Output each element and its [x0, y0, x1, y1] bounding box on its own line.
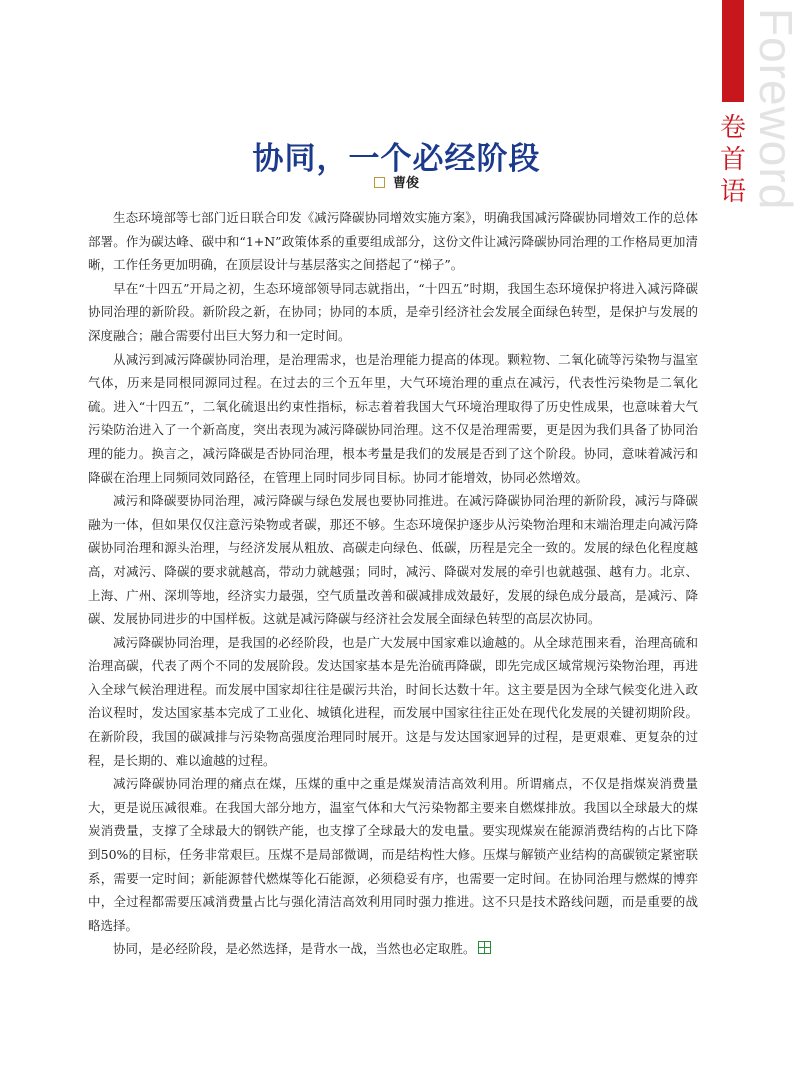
square-bullet-icon: [374, 177, 385, 188]
author-name: 曹俊: [392, 176, 419, 191]
article-body: [88, 206, 698, 961]
end-of-article-icon: [478, 941, 491, 954]
section-label-char: 语: [719, 177, 746, 207]
paragraph: 从减污到减污降碳协同治理，是治理需求，也是治理能力提高的体现。颗粒物、二氧化硫等污染物与温室气体，历来是同根同源同过程。在过去的三个五年里，大气环境治理的重点在减污，代表性污染物是二氧化硫。进入“十四五”，二氧化硫退出约束性指标，标志着着我国大气环境治理取得了历史性成果，也意味着大气污染防治进入了一个新高度，突出表现为减污降碳协同治理。这不仅是治理需要，更是因为我们具备了协同治理的能力。换言之，减污降碳是否协同治理，根本考量是我们的发展是否到了这个阶段。协同，意味着减污和降碳在治理上同频同效同路径，在管理上同时同步同目标。协同才能增效，协同必然增效。: [88, 351, 698, 485]
paragraph: 早在“十四五”开局之初，生态环境部领导同志就指出，“十四五”时期，我国生态环境保护将进入减污降碳协同治理的新阶段。新阶段之新，在协同；协同的本质，是牵引经济社会发展全面绿色转型，是保护与发展的深度融合；融合需要付出巨大努力和一定时间。: [88, 280, 698, 343]
paragraph: 减污降碳协同治理的痛点在煤，压煤的重中之重是煤炭清洁高效利用。所谓痛点，不仅是指煤炭消费量大，更是说压减很难。在我国大部分地方，温室气体和大气污染物都主要来自燃煤排放。我国以全球最大的煤炭消费量，支撑了全球最大的钢铁产能，也支撑了全球最大的发电量。要实现煤炭在能源消费结构的占比下降到50%的目标，任务非常艰巨。压煤不是局部微调，而是结构性大修。压煤与解锁产业结构的高碳锁定紧密联系，需要一定时间；新能源替代燃煤等化石能源，必须稳妥有序，也需要一定时间。在协同治理与燃煤的博弈中，全过程都需要压减消费量占比与强化清洁高效利用同时强力推进。这不只是技术路线问题，而是重要的战略选择。: [88, 776, 698, 933]
closing-sentence: 协同，是必经阶段，是必然选择，是背水一战，当然也必定取胜。: [113, 941, 476, 957]
section-accent-bar: [722, 0, 744, 102]
section-label-char: 首: [719, 145, 746, 175]
article-title: 协同，一个必经阶段: [252, 140, 541, 177]
paragraph: 减污和降碳要协同治理，减污降碳与绿色发展也要协同推进。在减污降碳协同治理的新阶段，减污与降碳融为一体，但如果仅仅注意污染物或者碳，那还不够。生态环境保护逐步从污染物治理和末端治理走向减污降碳协同治理和源头治理，与经济发展从粗放、高碳走向绿色、低碳，历程是完全一致的。发展的绿色化程度越高，对减污、降碳的要求就越高，带动力就越强；同时，减污、降碳对发展的牵引也就越强、越有力。北京、上海、广州、深圳等地，经济实力最强，空气质量改善和碳减排成效最好，发展的绿色成分最高，是减污、降碳、发展协同进步的中国样板。这就是减污降碳与经济社会发展全面绿色转型的高层次协同。: [88, 493, 698, 627]
paragraph: 减污降碳协同治理，是我国的必经阶段，也是广大发展中国家难以逾越的。从全球范围来看，治理高硫和治理高碳，代表了两个不同的发展阶段。发达国家基本是先治硫再降碳，即先完成区域常规污染物治理，再进入全球气候治理进程。而发展中国家却往往是碳污共治，时间长达数十年。这主要是因为全球气候变化进入政治议程时，发达国家基本完成了工业化、城镇化进程，而发展中国家往往正处在现代化发展的关键初期阶段。在新阶段，我国的碳减排与污染物高强度治理同时展开。这是与发达国家迥异的过程，是更艰难、更复杂的过程，是长期的、难以逾越的过程。: [88, 634, 698, 768]
author-byline: [0, 172, 793, 191]
paragraph: 生态环境部等七部门近日联合印发《减污降碳协同增效实施方案》，明确我国减污降碳协同增效工作的总体部署。作为碳达峰、碳中和“1+N”政策体系的重要组成部分，这份文件让减污降碳协同治理的工作格局更加清晰，工作任务更加明确，在顶层设计与基层落实之间搭起了“梯子”。: [88, 210, 698, 273]
section-label-char: 卷: [719, 113, 746, 143]
foreword-watermark: Foreword: [750, 8, 802, 211]
paragraph-final: [88, 937, 698, 961]
